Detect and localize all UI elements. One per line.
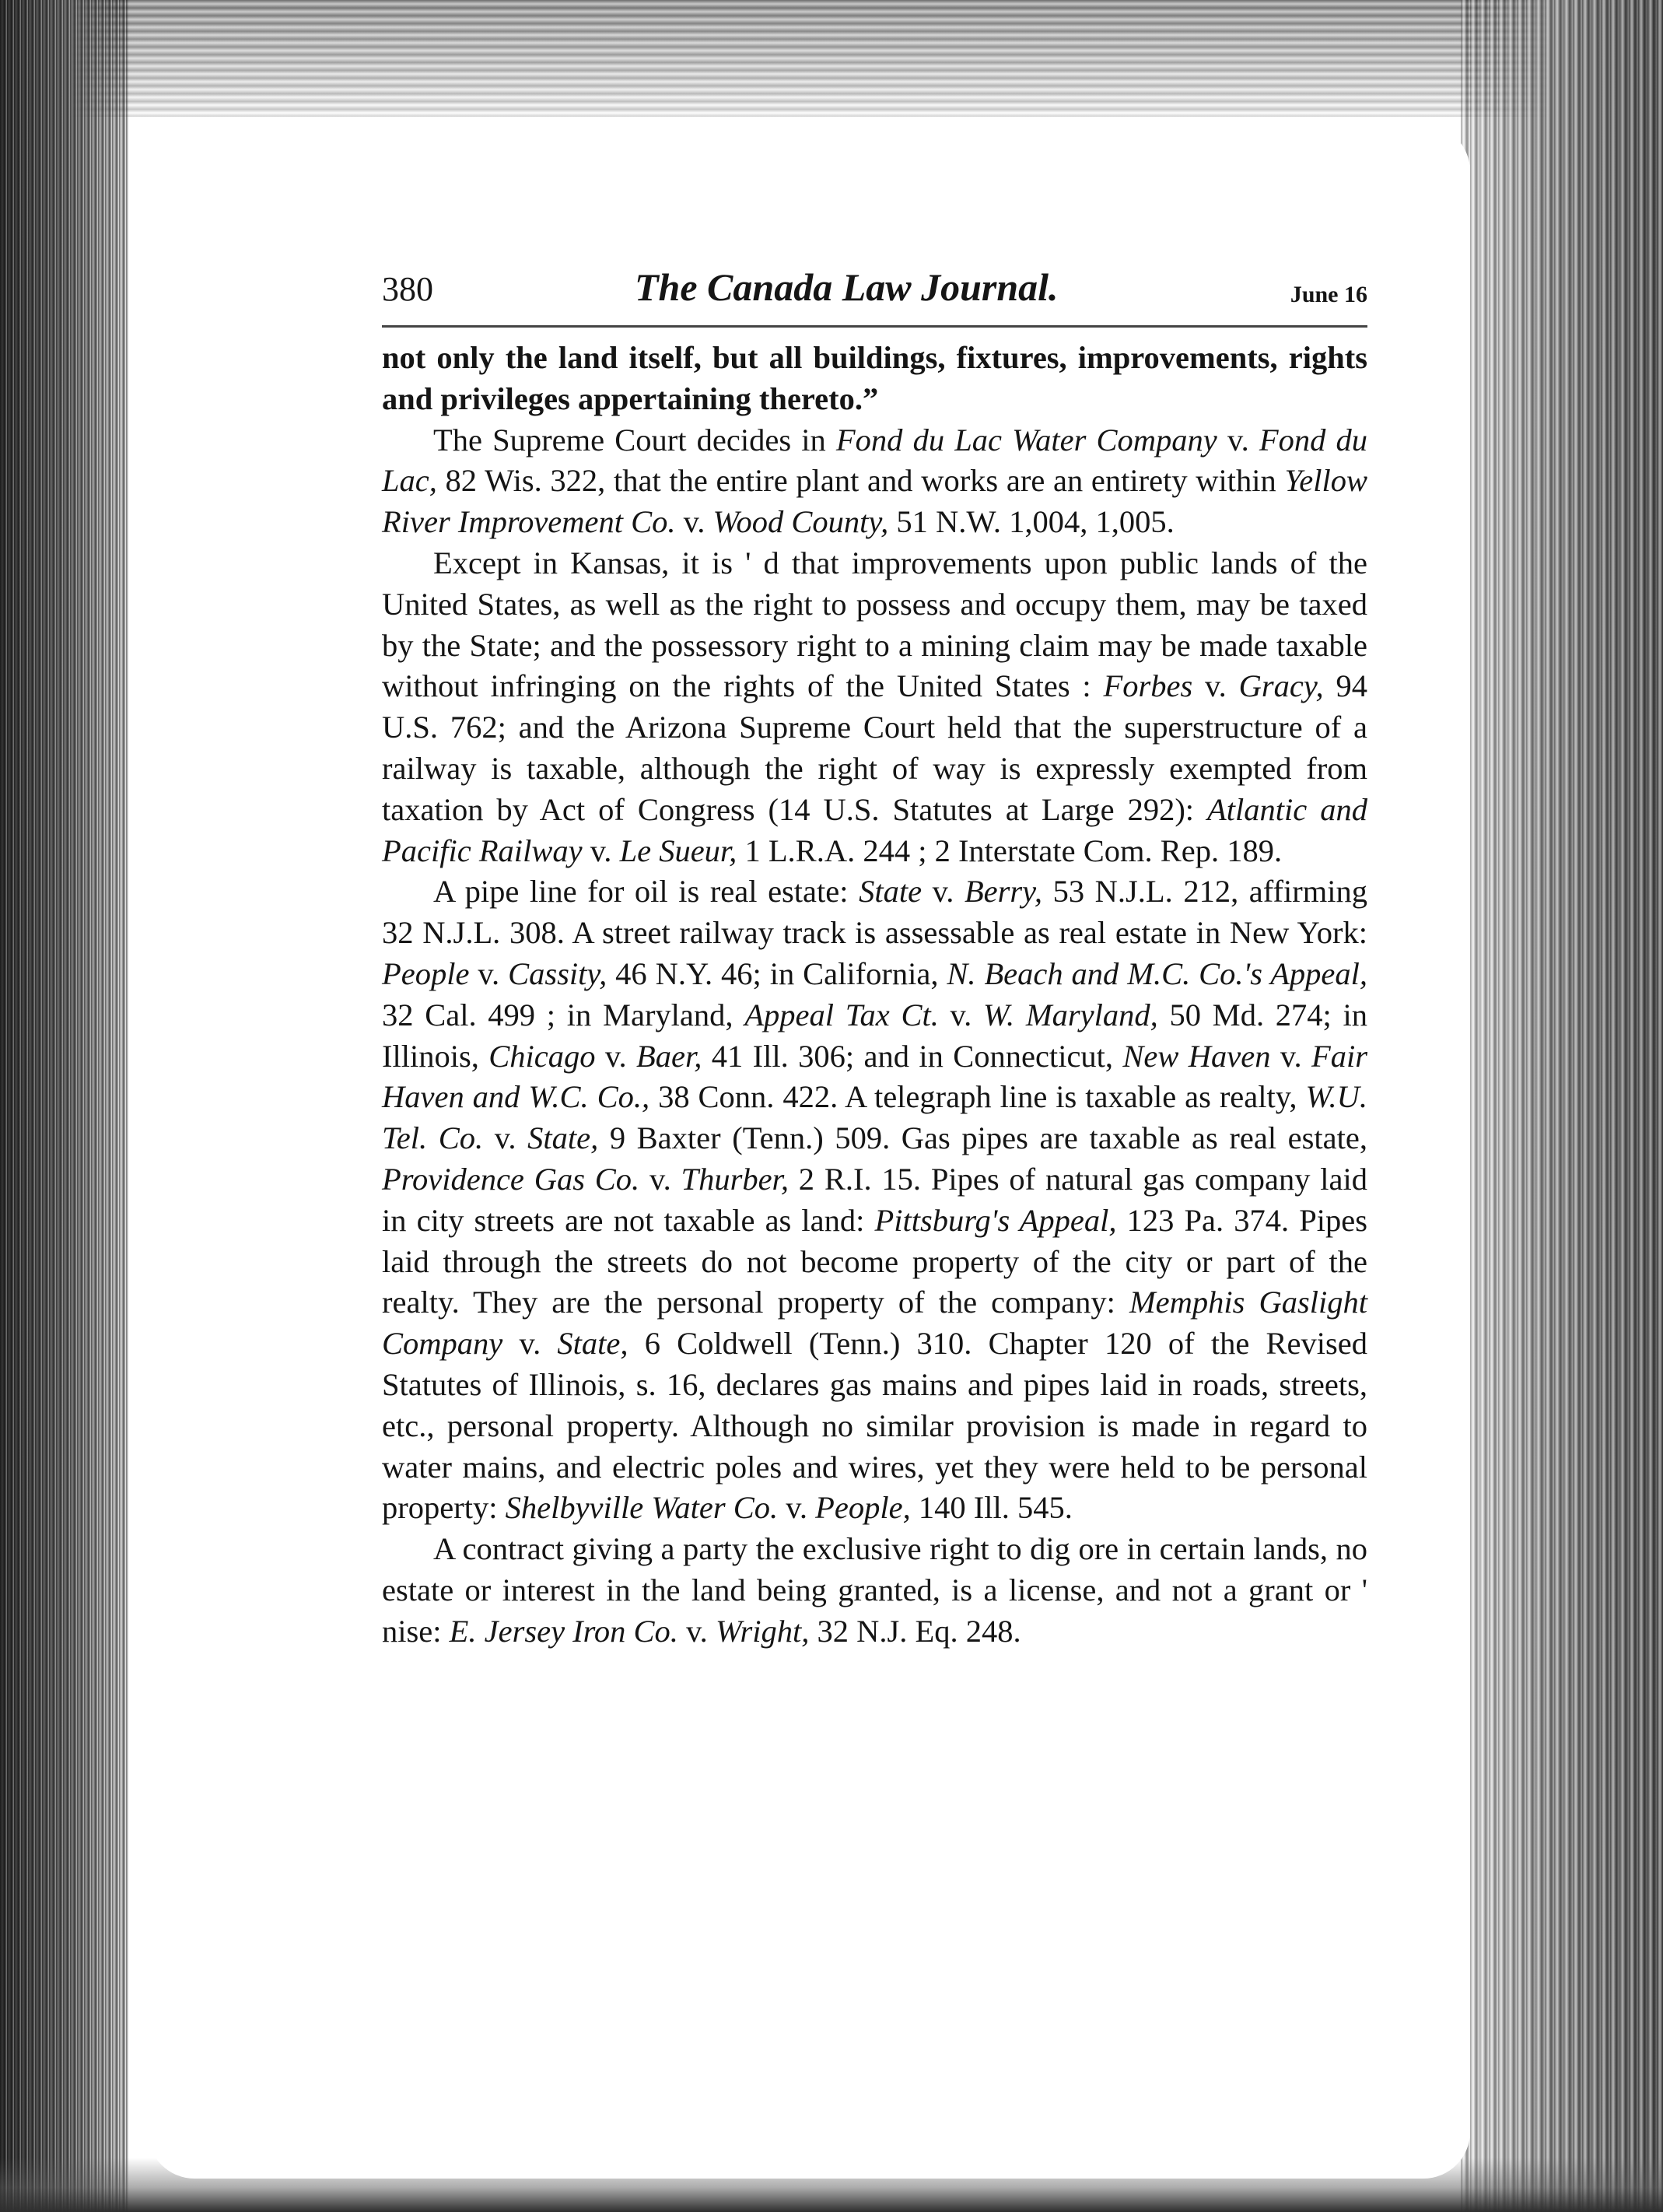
text-run: v. — [639, 1161, 681, 1197]
page-number: 380 — [382, 270, 433, 308]
case-citation: Providence Gas Co. — [382, 1161, 640, 1197]
text-run: 123 Pa. 374. Pipes laid through the streets do not become property of the city or part of the realty. They are the personal property of the company: — [382, 1202, 1367, 1320]
running-header — [382, 265, 1367, 327]
text-run: 51 N.W. 1,004, 1,005. — [888, 504, 1175, 540]
text-run: 94 U.S. 762; and the Arizona Supreme Court held that the superstructure of a railway is taxable, although the right of way is expressly exempted from taxation by Act of Congress (14 U.S. Statutes at Large 292): — [382, 668, 1367, 827]
case-citation: W. Maryland, — [983, 997, 1158, 1032]
case-citation: Baer, — [636, 1038, 702, 1074]
scan-edge-right — [1461, 0, 1663, 2212]
text-run: v. — [595, 1038, 637, 1074]
case-citation: Fond du Lac Water Company — [835, 422, 1217, 457]
case-citation: E. Jersey Iron Co. — [449, 1613, 678, 1649]
text-run: v. — [1192, 668, 1239, 704]
case-citation: Cassity, — [508, 955, 607, 991]
case-citation: W.U. Tel. Co. — [382, 1079, 1368, 1156]
case-citation: Le Sueur, — [619, 833, 737, 868]
case-citation: Chicago — [488, 1038, 596, 1074]
text-run: 9 Baxter (Tenn.) 509. Gas pipes are taxable as real estate, — [598, 1120, 1367, 1156]
case-citation: State, — [557, 1326, 628, 1362]
case-citation: Berry, — [964, 874, 1043, 910]
case-citation: State — [859, 874, 923, 910]
case-citation: Yellow River Improvement Co. — [382, 463, 1367, 540]
text-run: v. — [582, 833, 620, 868]
case-citation: Shelbyville Water Co. — [505, 1490, 779, 1526]
paragraph — [382, 420, 1367, 543]
text-run: v. — [938, 997, 984, 1032]
text-run: 32 N.J. Eq. 248. — [809, 1613, 1021, 1649]
case-citation: Forbes — [1103, 668, 1193, 704]
text-run: A pipe line for oil is real estate: — [433, 874, 860, 910]
header-rule — [382, 325, 1367, 328]
text-run: Except in Kansas, it is ' d that improvements upon public lands of the United States, as well as the right to possess and occupy them, may be taxed by the State; and the possessory right to a mining claim may be made taxable without infringing on the rights of the United States : — [382, 545, 1367, 704]
journal-title: The Canada Law Journal. — [635, 265, 1059, 309]
case-citation: Wright, — [715, 1613, 810, 1649]
text-run: 46 N.Y. 46; in California, — [607, 955, 947, 991]
case-citation: State, — [527, 1120, 599, 1156]
case-citation: Wood County, — [712, 504, 889, 540]
text-run: The Supreme Court decides in — [433, 422, 836, 457]
text-run: A contract giving a party the exclusive right to dig ore in certain lands, no estate or interest in the land being granted, is a license, and not a grant or ' nise: — [382, 1531, 1367, 1649]
case-citation: Memphis Gaslight Company — [382, 1285, 1367, 1362]
text-run: 6 Coldwell (Tenn.) 310. Chapter 120 of the Revised Statutes of Illinois, s. 16, declares gas mains and pipes laid in roads, streets, etc., personal property. Although no similar provision is made in regard to water mains, and electric poles and wires, yet they were held to be personal property: — [382, 1326, 1367, 1526]
scan-edge-left — [0, 0, 128, 2212]
text-run: 82 Wis. 322, that the entire plant and works are an entirety within — [436, 463, 1285, 499]
case-citation: Fond du Lac, — [382, 422, 1368, 499]
case-citation: Fair Haven and W.C. Co., — [382, 1038, 1368, 1115]
scan-edge-top — [0, 0, 1663, 117]
case-citation: N. Beach and M.C. Co.'s Appeal, — [947, 955, 1368, 991]
paragraph — [382, 871, 1367, 1529]
text-run: 41 Ill. 306; and in Connecticut, — [702, 1038, 1123, 1074]
text-run: v. — [675, 504, 713, 540]
paragraph — [382, 543, 1367, 871]
text-run: v. — [1217, 422, 1259, 457]
text-run: not only the land itself, but all buildings, fixtures, improvements, rights and privileges appertaining thereto.” — [382, 340, 1367, 416]
text-run: 1 L.R.A. 244 ; 2 Interstate Com. Rep. 189. — [737, 833, 1283, 868]
text-run: v. — [922, 874, 965, 910]
case-citation: Pittsburg's Appeal, — [874, 1202, 1117, 1238]
text-run: 32 Cal. 499 ; in Maryland, — [382, 997, 745, 1032]
text-run: v. — [677, 1613, 716, 1649]
text-run: 140 Ill. 545. — [910, 1490, 1073, 1526]
text-run: v. — [483, 1120, 528, 1156]
case-citation: People, — [815, 1490, 911, 1526]
text-run: 53 N.J.L. 212, affirming 32 N.J.L. 308. A street railway track is assessable as real estate in New York: — [382, 874, 1367, 951]
case-citation: Gracy, — [1238, 668, 1324, 704]
text-run: v. — [1270, 1038, 1311, 1074]
case-citation: Atlantic and Pacific Railway — [382, 791, 1367, 868]
text-run: v. — [502, 1326, 558, 1362]
text-run: 38 Conn. 422. A telegraph line is taxable as realty, — [649, 1079, 1306, 1115]
body-text — [382, 338, 1367, 1653]
paragraph — [382, 338, 1367, 420]
case-citation: New Haven — [1122, 1038, 1271, 1074]
header-date: June 16 — [1290, 282, 1367, 307]
case-citation: People — [382, 955, 470, 991]
text-run: v. — [469, 955, 509, 991]
case-citation: Thurber, — [681, 1161, 789, 1197]
text-run: v. — [778, 1490, 816, 1526]
text-run: 2 R.I. 15. Pipes of natural gas company laid in city streets are not taxable as land: — [382, 1161, 1367, 1238]
paragraph — [382, 1529, 1367, 1652]
case-citation: Appeal Tax Ct. — [744, 997, 939, 1032]
text-run: 50 Md. 274; in Illinois, — [382, 997, 1368, 1074]
